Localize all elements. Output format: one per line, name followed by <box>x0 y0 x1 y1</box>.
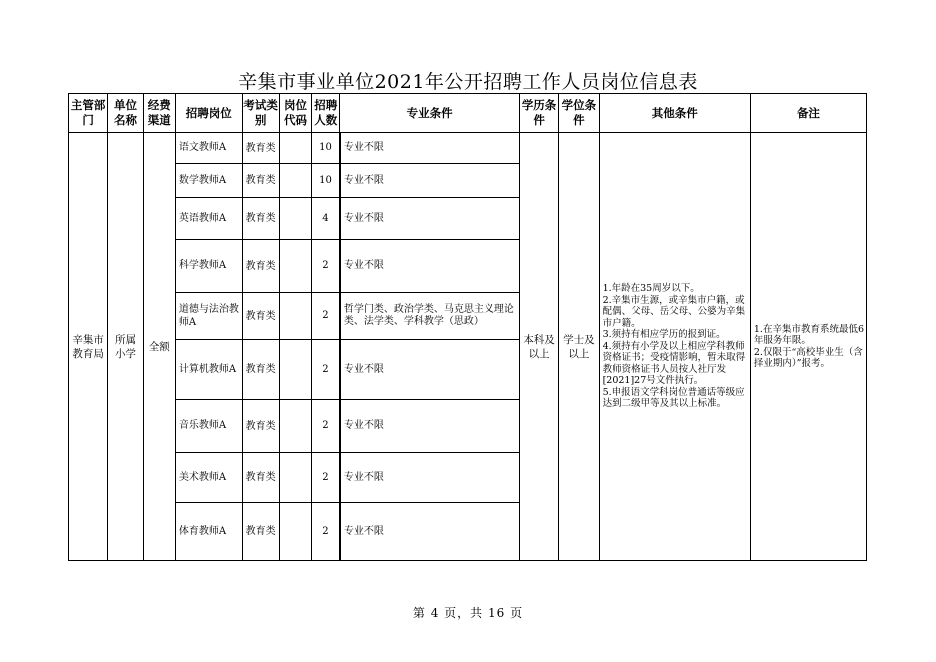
position-cell: 语文教师A <box>175 133 242 164</box>
position-table <box>68 93 867 561</box>
exam-cell: 教育类 <box>242 503 279 561</box>
header-row <box>69 94 867 133</box>
position-cell: 道德与法治教师A <box>175 293 242 340</box>
table-row <box>69 133 867 164</box>
exam-cell: 教育类 <box>242 400 279 453</box>
notes-cell: 1.在辛集市教育系统最低6年服务年限。 2.仅限于“高校毕业生（含择业期内）”报考。 <box>750 133 866 561</box>
header-education: 学历条件 <box>519 94 558 133</box>
position-cell: 数学教师A <box>175 164 242 198</box>
position-cell: 体育教师A <box>175 503 242 561</box>
major-cell: 专业不限 <box>340 340 520 400</box>
exam-cell: 教育类 <box>242 453 279 503</box>
header-code: 岗位代码 <box>279 94 311 133</box>
count-cell: 2 <box>312 400 340 453</box>
header-exam: 考试类别 <box>242 94 279 133</box>
major-cell: 专业不限 <box>340 400 520 453</box>
major-cell: 专业不限 <box>340 240 520 293</box>
header-other: 其他条件 <box>599 94 750 133</box>
exam-cell: 教育类 <box>242 198 279 240</box>
major-cell: 哲学门类、政治学类、马克思主义理论类、法学类、学科教学（思政） <box>340 293 520 340</box>
page-title: 辛集市事业单位2021年公开招聘工作人员岗位信息表 <box>238 71 698 93</box>
dept-cell: 辛集市教育局 <box>69 133 108 561</box>
header-position: 招聘岗位 <box>175 94 242 133</box>
exam-cell: 教育类 <box>242 240 279 293</box>
position-cell: 英语教师A <box>175 198 242 240</box>
major-cell: 专业不限 <box>340 453 520 503</box>
exam-cell: 教育类 <box>242 293 279 340</box>
exam-cell: 教育类 <box>242 340 279 400</box>
header-count: 招聘人数 <box>312 94 340 133</box>
position-cell: 音乐教师A <box>175 400 242 453</box>
exam-cell: 教育类 <box>242 164 279 198</box>
major-cell: 专业不限 <box>340 198 520 240</box>
major-cell: 专业不限 <box>340 164 520 198</box>
count-cell: 2 <box>312 453 340 503</box>
education-cell: 本科及以上 <box>519 133 558 561</box>
count-cell: 10 <box>312 133 340 164</box>
count-cell: 2 <box>312 293 340 340</box>
header-notes: 备注 <box>750 94 866 133</box>
major-cell: 专业不限 <box>340 503 520 561</box>
header-major: 专业条件 <box>340 94 520 133</box>
position-cell: 科学教师A <box>175 240 242 293</box>
code-cell <box>279 453 311 503</box>
count-cell: 4 <box>312 198 340 240</box>
code-cell <box>279 133 311 164</box>
code-cell <box>279 293 311 340</box>
position-cell: 美术教师A <box>175 453 242 503</box>
count-cell: 10 <box>312 164 340 198</box>
header-fund: 经费渠道 <box>143 94 175 133</box>
count-cell: 2 <box>312 503 340 561</box>
code-cell <box>279 164 311 198</box>
code-cell <box>279 198 311 240</box>
unit-cell: 所属小学 <box>108 133 143 561</box>
code-cell <box>279 503 311 561</box>
count-cell: 2 <box>312 240 340 293</box>
code-cell <box>279 400 311 453</box>
degree-cell: 学士及以上 <box>559 133 599 561</box>
code-cell <box>279 240 311 293</box>
position-cell: 计算机教师A <box>175 340 242 400</box>
exam-cell: 教育类 <box>242 133 279 164</box>
code-cell <box>279 340 311 400</box>
major-cell: 专业不限 <box>340 133 520 164</box>
page-footer: 第 4 页，共 16 页 <box>412 606 524 620</box>
header-unit: 单位名称 <box>108 94 143 133</box>
fund-cell: 全额 <box>143 133 175 561</box>
header-degree: 学位条件 <box>559 94 599 133</box>
header-dept: 主管部门 <box>69 94 108 133</box>
other-conditions-cell: 1.年龄在35周岁以下。 2.辛集市生源，或辛集市户籍，或配偶、父母、岳父母、公婆为辛集市户籍。 3.须持有相应学历的报到证。 4.须持有小学及以上相应学科教师资格证书；受疫情影响，暂未取得教师资格证书人员按人社厅发[2021]27号文件执行。 5.申报语文学科岗位普通话等级应达到二级甲等及其以上标准。 <box>599 133 750 561</box>
count-cell: 2 <box>312 340 340 400</box>
